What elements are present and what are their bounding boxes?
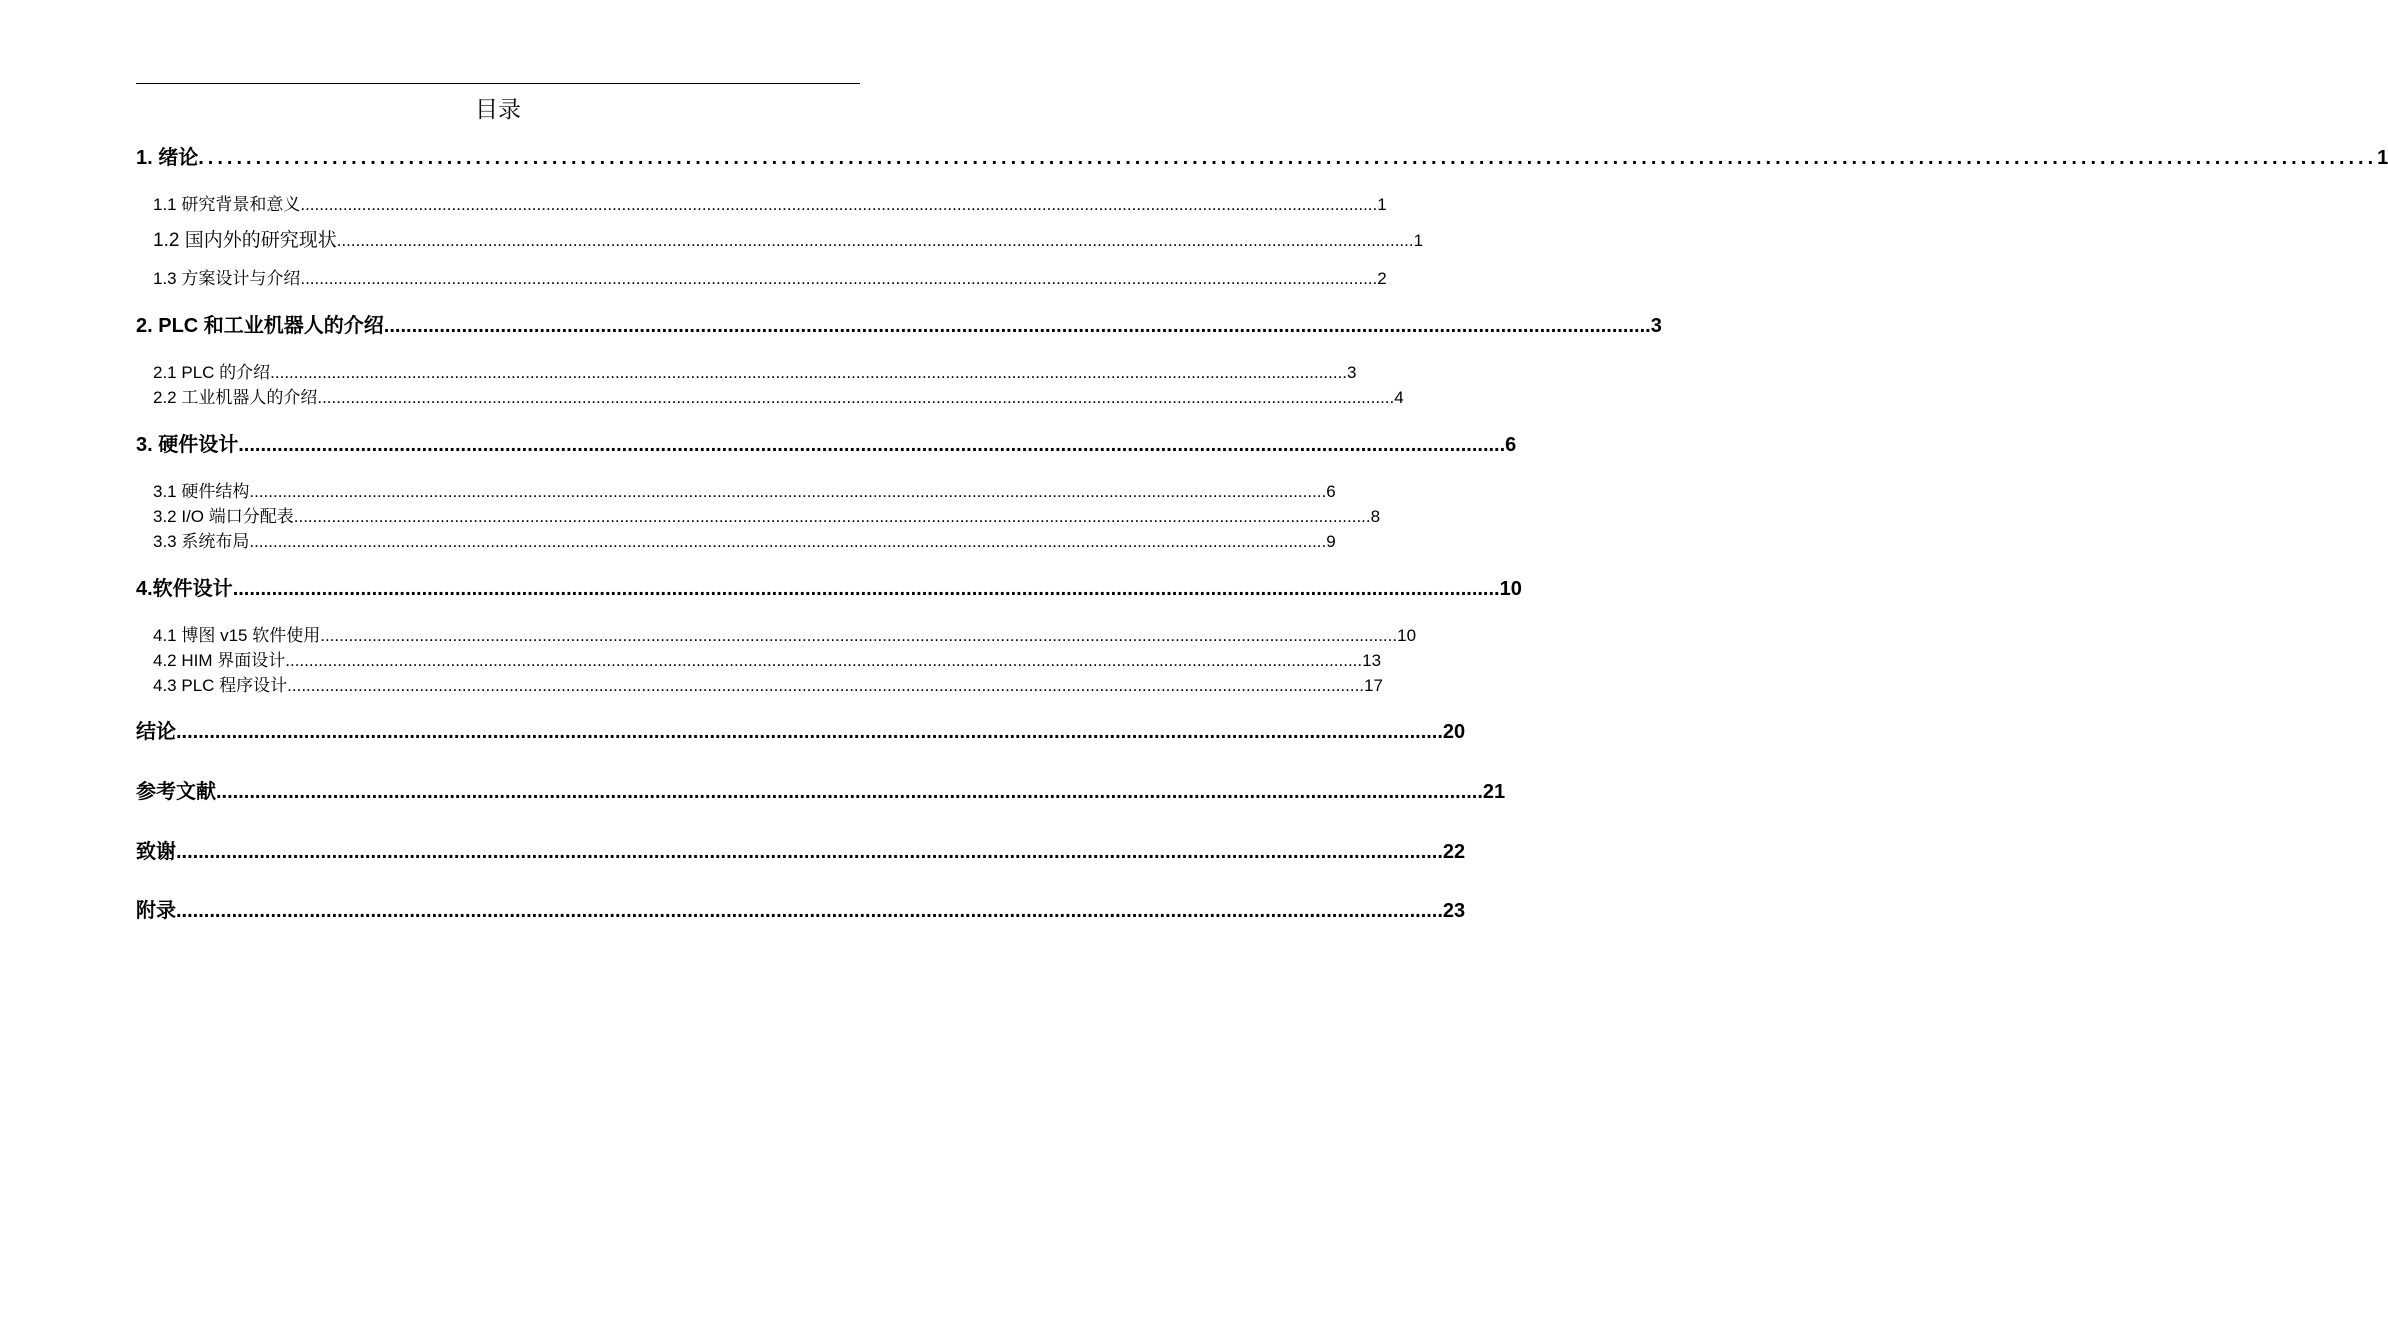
toc-entry-page: 17 (1364, 676, 1383, 695)
toc-entry-section-4-1[interactable] (153, 625, 1417, 647)
dot-leader: .................................................................................................................................................................................................................................... (238, 434, 1506, 456)
dot-leader: .................................................................................................................................................................................................................................... (300, 269, 1378, 288)
dot-leader: .................................................................................................................................................................................................................................... (285, 651, 1363, 670)
toc-entry-section-2-2[interactable] (153, 387, 1404, 409)
toc-entry-label: 参考文献 (136, 781, 216, 803)
toc-entry-section-1-1[interactable] (153, 194, 1387, 216)
toc-entry-label: 4.1 博图 v15 软件使用 (153, 626, 321, 645)
toc-entry-references[interactable] (136, 779, 1506, 805)
toc-entry-page: 20 (1442, 721, 1466, 743)
toc-entry-page: 21 (1482, 781, 1506, 803)
toc-entry-label: 1. 绪论 (136, 147, 199, 169)
toc-entry-page: 6 (1326, 482, 1336, 501)
toc-entry-chapter-4[interactable] (136, 576, 1522, 602)
toc-entry-appendix[interactable] (136, 898, 1466, 924)
dot-leader: .................................................................................................................................................................................................................................... (383, 315, 1651, 337)
dot-leader: .................................................................................................................................................................................................................................... (198, 147, 2378, 169)
dot-leader: .................................................................................................................................................................................................................................... (270, 363, 1348, 382)
toc-entry-page: 6 (1505, 434, 1517, 456)
toc-entry-page: 9 (1326, 532, 1336, 551)
dot-leader: .................................................................................................................................................................................................................................... (176, 900, 1443, 922)
toc-entry-section-4-3[interactable] (153, 675, 1383, 697)
dot-leader: .................................................................................................................................................................................................................................... (317, 388, 1395, 407)
toc-entry-page: 3 (1650, 315, 1662, 337)
toc-entry-section-4-2[interactable] (153, 650, 1382, 672)
dot-leader: .................................................................................................................................................................................................................................... (293, 507, 1371, 526)
dot-leader: .................................................................................................................................................................................................................................... (300, 195, 1378, 214)
dot-leader: .................................................................................................................................................................................................................................... (249, 482, 1327, 501)
dot-leader: .................................................................................................................................................................................................................................... (232, 578, 1500, 600)
dot-leader: .................................................................................................................................................................................................................................... (176, 721, 1443, 743)
toc-entry-acknowledgements[interactable] (136, 839, 1466, 865)
toc-entry-section-2-1[interactable] (153, 362, 1357, 384)
toc-entry-label: 结论 (136, 721, 176, 743)
toc-entry-page: 1 (2377, 147, 2388, 169)
toc-entry-chapter-3[interactable] (136, 432, 1517, 458)
header-rule (136, 83, 860, 84)
dot-leader: .................................................................................................................................................................................................................................... (320, 626, 1398, 645)
toc-entry-chapter-1[interactable] (136, 145, 2388, 171)
toc-entry-section-1-2[interactable] (153, 230, 1424, 252)
toc-entry-page: 2 (1377, 269, 1387, 288)
toc-entry-label: 2.1 PLC 的介绍 (153, 363, 271, 382)
dot-leader: .................................................................................................................................................................................................................................... (176, 841, 1443, 863)
toc-entry-page: 1 (1377, 195, 1387, 214)
toc-entry-page: 8 (1370, 507, 1381, 526)
toc-entry-label: 3. 硬件设计 (136, 434, 239, 456)
toc-entry-page: 10 (1397, 626, 1417, 645)
toc-entry-page: 3 (1347, 363, 1357, 382)
toc-entry-label: 3.2 I/O 端口分配表 (153, 507, 294, 526)
toc-entry-section-3-1[interactable] (153, 481, 1336, 503)
toc-entry-label: 1.3 方案设计与介绍 (153, 269, 301, 288)
toc-entry-page: 22 (1442, 841, 1466, 863)
dot-leader: .................................................................................................................................................................................................................................... (216, 781, 1483, 803)
toc-entry-label: 2.2 工业机器人的介绍 (153, 388, 318, 407)
dot-leader: .................................................................................................................................................................................................................................... (287, 676, 1365, 695)
toc-entry-label: 1.1 研究背景和意义 (153, 195, 301, 214)
toc-entry-label: 4.软件设计 (136, 578, 233, 600)
toc-entry-label: 3.3 系统布局 (153, 532, 250, 551)
toc-title: 目录 (475, 96, 521, 122)
toc-entry-label: 4.2 HIM 界面设计 (153, 651, 286, 670)
toc-entry-conclusion[interactable] (136, 719, 1466, 745)
toc-entry-page: 4 (1394, 388, 1404, 407)
toc-entry-chapter-2[interactable] (136, 313, 1662, 339)
toc-entry-label: 致谢 (136, 841, 176, 863)
toc-entry-label: 2. PLC 和工业机器人的介绍 (136, 315, 384, 337)
dot-leader: .................................................................................................................................................................................................................................... (249, 532, 1327, 551)
toc-entry-page: 10 (1499, 578, 1522, 600)
toc-entry-section-1-3[interactable] (153, 268, 1387, 290)
toc-entry-label: 1.2 国内外的研究现状 (153, 230, 337, 251)
toc-entry-page: 13 (1362, 651, 1382, 670)
toc-entry-section-3-3[interactable] (153, 531, 1336, 553)
toc-entry-label: 4.3 PLC 程序设计 (153, 676, 288, 695)
dot-leader: .................................................................................................................................................................................................................................... (336, 231, 1414, 250)
toc-entry-page: 1 (1413, 231, 1424, 250)
toc-entry-label: 附录 (136, 900, 176, 922)
toc-entry-label: 3.1 硬件结构 (153, 482, 250, 501)
toc-entry-page: 23 (1442, 900, 1466, 922)
toc-entry-section-3-2[interactable] (153, 506, 1381, 528)
